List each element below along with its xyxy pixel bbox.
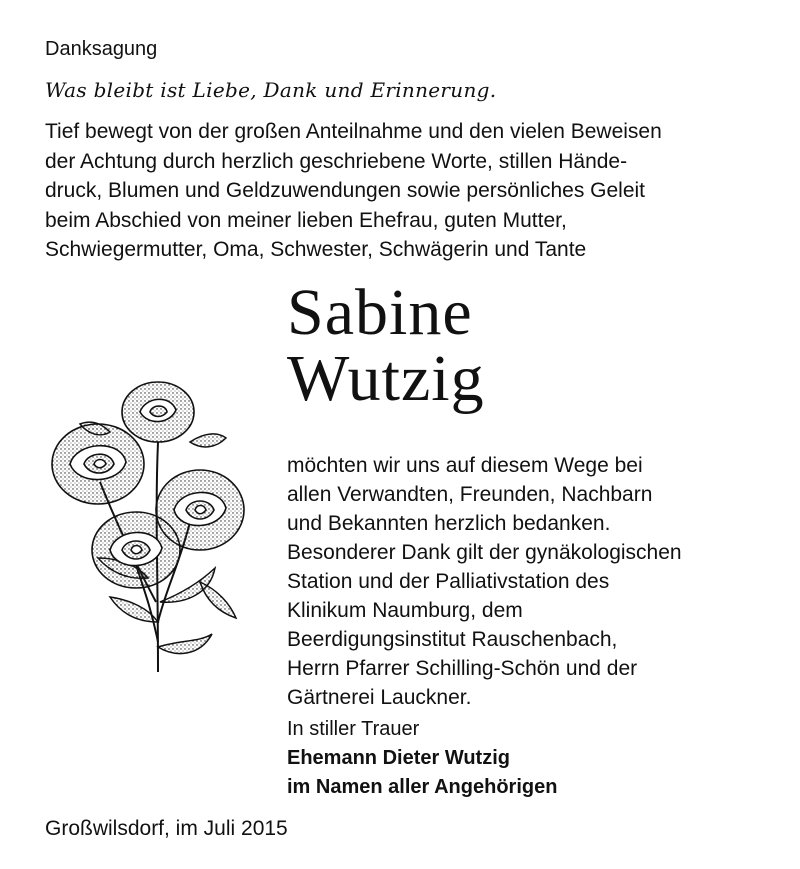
rose-bouquet-icon — [40, 372, 250, 682]
place-date: Großwilsdorf, im Juli 2015 — [45, 817, 288, 840]
notice-heading: Danksagung — [45, 38, 158, 60]
thanks-text — [287, 451, 767, 712]
thanks-line: Station und der Palliativstation des — [287, 570, 610, 593]
thanks-line: Beerdigungsinstitut Rauschenbach, — [287, 628, 618, 651]
signature-block — [287, 715, 557, 802]
signature-name: Ehemann Dieter Wutzig — [287, 747, 510, 769]
motto: Was bleibt ist Liebe, Dank und Erinnerung. — [45, 78, 497, 102]
intro-text — [45, 117, 785, 265]
signature-intro: In stiller Trauer — [287, 718, 420, 740]
thanks-line: Klinikum Naumburg, dem — [287, 599, 523, 622]
thanks-line: Gärtnerei Lauckner. — [287, 686, 472, 709]
intro-line: beim Abschied von meiner lieben Ehefrau, guten Mutter, — [45, 208, 567, 232]
deceased-last-name: Wutzig — [287, 342, 485, 415]
intro-line: der Achtung durch herzlich geschriebene Worte, stillen Hände- — [45, 149, 628, 173]
intro-line: druck, Blumen und Geldzuwendungen sowie persönliches Geleit — [45, 179, 646, 202]
intro-line: Tief bewegt von der großen Anteilnahme und den vielen Beweisen — [45, 120, 662, 143]
thanks-line: möchten wir uns auf diesem Wege bei — [287, 454, 643, 477]
intro-line: Schwiegermutter, Oma, Schwester, Schwägerin und Tante — [45, 238, 587, 261]
signature-family: im Namen aller Angehörigen — [287, 776, 558, 798]
thanks-line: allen Verwandten, Freunden, Nachbarn — [287, 483, 653, 506]
rose-heads — [52, 382, 244, 588]
thanks-line: Herrn Pfarrer Schilling-Schön und der — [287, 657, 638, 680]
deceased-name — [287, 276, 485, 415]
thanks-line: Besonderer Dank gilt der gynäkologischen — [287, 541, 682, 564]
thanks-line: und Bekannten herzlich bedanken. — [287, 512, 611, 535]
deceased-first-name: Sabine — [287, 276, 473, 349]
